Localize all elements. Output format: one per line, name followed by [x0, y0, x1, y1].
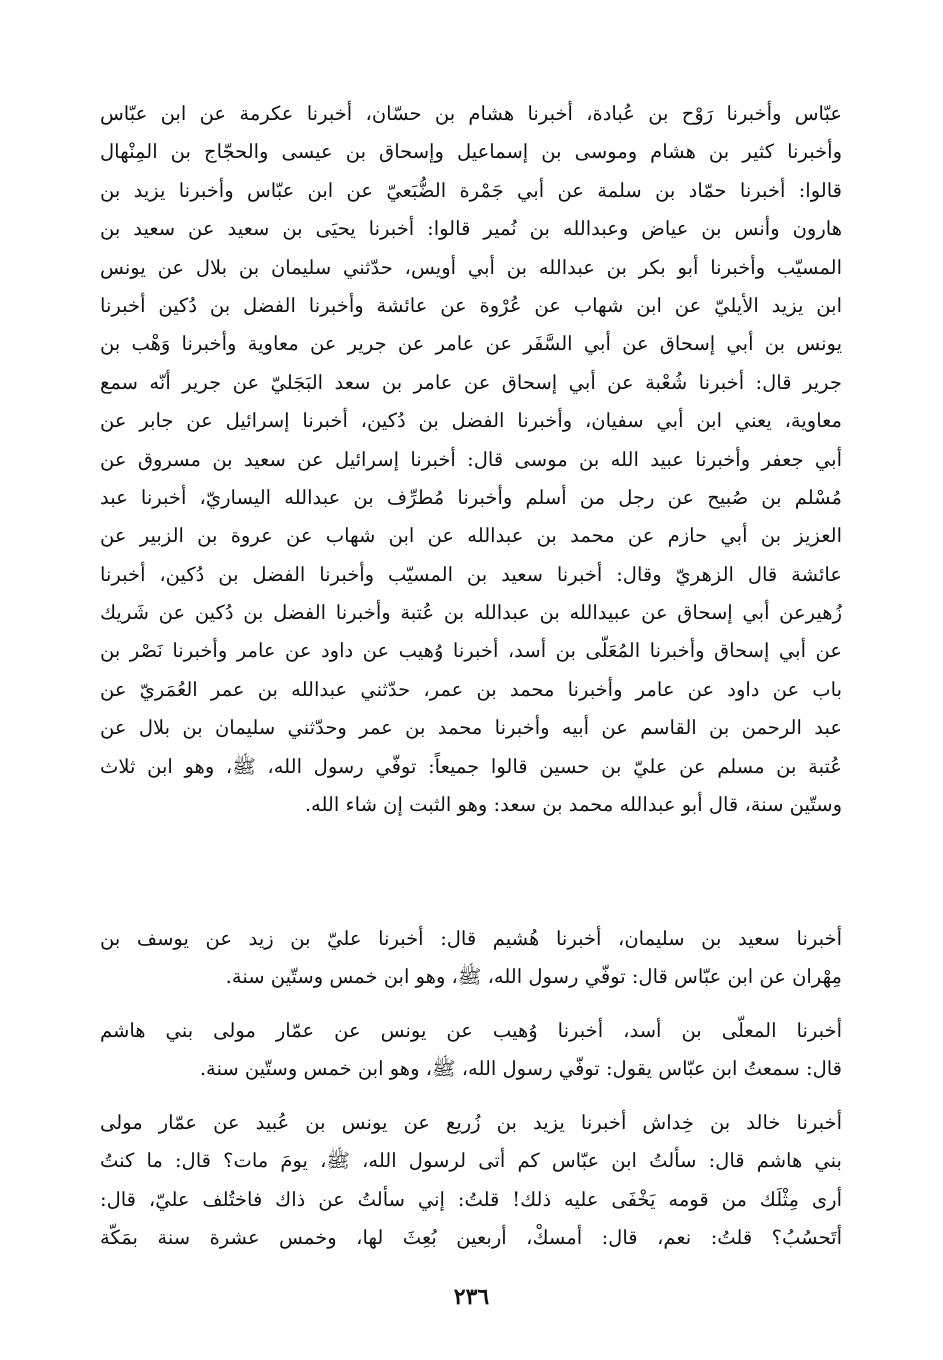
text-line: أرى مِثْلَك من قومه يَخْفَى عليه ذلك! قلتُ: إني سألتُ عن ذاك فاختُلف عليّ، قال:	[100, 1187, 842, 1211]
text-line: هارون وأنس بن عياض وعبدالله بن نُمير قالوا: أخبرنا يحيَى بن سعيد عن سعيد بن	[100, 217, 842, 241]
text-line: أخبرنا سعيد بن سليمان، أخبرنا هُشيم قال: أخبرنا عليّ بن زيد عن يوسف بن	[100, 927, 842, 950]
text-line: جرير قال: أخبرنا شُعْبة عن أبي إسحاق عن عامر بن سعد البَجَليّ عن جرير أنّه سمع	[100, 370, 842, 394]
text-line: يونس بن أبي إسحاق عن أبي السَّفَر عن عامر عن جرير عن معاوية وأخبرنا وَهْب بن	[100, 332, 842, 356]
text-line: عن أبي إسحاق وأخبرنا المُعَلّى بن أسد، أخبرنا وُهيب عن داود عن عامر وأخبرنا نَصْر بن	[100, 639, 842, 663]
text-line: معاوية، يعني ابن أبي سفيان، وأخبرنا الفضل بن دُكين، أخبرنا إسرائيل عن جابر عن	[100, 409, 842, 433]
text-line: ابن يزيد الأيليّ عن ابن شهاب عن عُرْوة عن عائشة وأخبرنا الفضل بن دُكين أخبرنا	[100, 293, 842, 317]
paragraph-3	[100, 1012, 842, 1089]
text-line: عُتبة بن مسلم عن عليّ بن حسين قالوا جميعاً: توفّي رسول الله، ﷺ، وهو ابن ثلاث	[100, 754, 842, 778]
text-line: عائشة قال الزهريّ وقال: أخبرنا سعيد بن المسيّب وأخبرنا الفضل بن دُكين، أخبرنا	[100, 562, 842, 586]
paragraph-1	[100, 95, 842, 824]
text-line: وأخبرنا كثير بن هشام وموسى بن إسماعيل وإسحاق بن عيسى والحجّاج بن المِنْهال	[100, 140, 842, 164]
text-line: مُسْلم بن صُبيح عن رجل من أسلم وأخبرنا مُطرِّف بن عبدالله اليساريّ، أخبرنا عبد	[100, 485, 842, 509]
text-line: المسيّب وأخبرنا أبو بكر بن عبدالله بن أبي أويس، حدّثني سليمان بن بلال عن يونس	[100, 255, 842, 279]
text-line: أبي جعفر وأخبرنا عبيد الله بن موسى قال: أخبرنا إسرائيل عن سعيد بن مسروق عن	[100, 447, 842, 471]
paragraph-2	[100, 920, 842, 997]
text-line: قالوا: أخبرنا حمّاد بن سلمة عن أبي جَمْرة الضُّبَعيّ عن ابن عبّاس وأخبرنا يزيد بن	[100, 178, 842, 202]
text-line: عبد الرحمن بن القاسم عن أبيه وأخبرنا محمد بن عمر وحدّثني سليمان بن بلال عن	[100, 716, 842, 740]
paragraph-4	[100, 1104, 842, 1258]
page-number: ٢٣٦	[453, 1284, 490, 1310]
text-line: عبّاس وأخبرنا رَوْح بن عُبادة، أخبرنا هشام بن حسّان، أخبرنا عكرمة عن ابن عبّاس	[100, 102, 842, 125]
text-line: العزيز بن أبي حازم عن محمد بن عبدالله عن ابن شهاب عن عروة بن الزبير عن	[100, 524, 842, 548]
text-line: زُهيرعن أبي إسحاق عن عبيدالله بن عبدالله بن عُتبة وأخبرنا الفضل بن دُكين عن شَريك	[100, 601, 842, 625]
text-line: مِهْران عن ابن عبّاس قال: توفّي رسول الله، ﷺ، وهو ابن خمس وستّين سنة.	[225, 965, 842, 989]
text-line: أخبرنا المعلّى بن أسد، أخبرنا وُهيب عن يونس عن عمّار مولى بني هاشم	[100, 1019, 842, 1042]
text-line: باب عن داود عن عامر وأخبرنا محمد بن عمر، حدّثني عبدالله بن عمر العُمَريّ عن	[100, 677, 842, 701]
text-line: أخبرنا خالد بن خِداش أخبرنا يزيد بن زُريع عن يونس بن عُبيد عن عمّار مولى	[100, 1111, 842, 1134]
text-line: قال: سمعتُ ابن عبّاس يقول: توفّي رسول الله، ﷺ، وهو ابن خمس وستّين سنة.	[199, 1057, 842, 1081]
text-line: بني هاشم قال: سألتُ ابن عبّاس كم أتى لرسول الله، ﷺ، يومَ مات؟ قال: ما كنتُ	[100, 1149, 842, 1173]
text-line: أتَحسُبُ؟ قلتُ: نعم، قال: أمسكْ، أربعين بُعِثَ لها، وخمس عشرة سنة بمَكّة	[100, 1226, 842, 1250]
text-line: وستّين سنة، قال أبو عبدالله محمد بن سعد: وهو الثبت إن شاء الله.	[304, 793, 842, 817]
